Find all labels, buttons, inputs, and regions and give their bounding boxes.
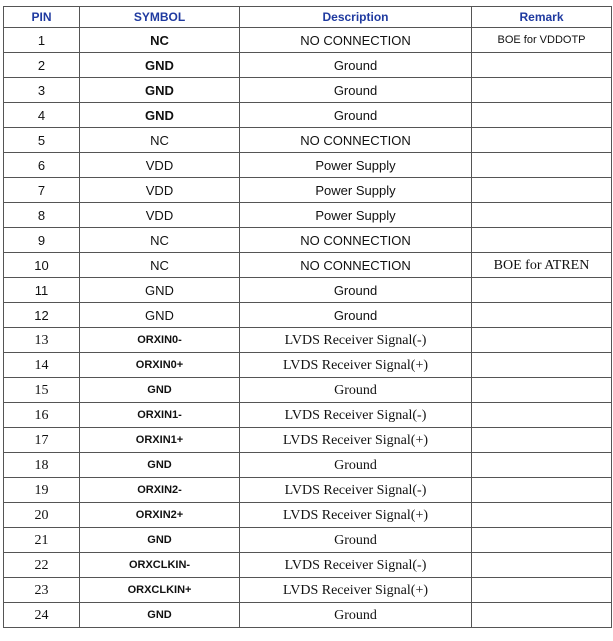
- remark-cell: [472, 428, 612, 453]
- description-cell: LVDS Receiver Signal(+): [240, 578, 472, 603]
- remark-cell: [472, 278, 612, 303]
- description-cell: Ground: [240, 53, 472, 78]
- description-cell: NO CONNECTION: [240, 128, 472, 153]
- symbol-cell: NC: [80, 28, 240, 53]
- table-row: [4, 278, 612, 303]
- remark-cell: [472, 178, 612, 203]
- symbol-cell: GND: [80, 53, 240, 78]
- table-row: [4, 103, 612, 128]
- remark-cell: [472, 228, 612, 253]
- description-cell: LVDS Receiver Signal(+): [240, 428, 472, 453]
- symbol-cell: GND: [80, 603, 240, 628]
- description-cell: NO CONNECTION: [240, 253, 472, 278]
- remark-cell: [472, 78, 612, 103]
- description-cell: Power Supply: [240, 153, 472, 178]
- remark-cell: [472, 503, 612, 528]
- remark-cell: [472, 128, 612, 153]
- pin-cell: 3: [4, 78, 80, 103]
- pin-cell: 19: [4, 478, 80, 503]
- pin-cell: 18: [4, 453, 80, 478]
- remark-cell: [472, 453, 612, 478]
- description-cell: Ground: [240, 528, 472, 553]
- symbol-cell: GND: [80, 303, 240, 328]
- table-row: [4, 403, 612, 428]
- table-row: [4, 578, 612, 603]
- symbol-cell: GND: [80, 528, 240, 553]
- pin-cell: 15: [4, 378, 80, 403]
- pin-cell: 10: [4, 253, 80, 278]
- remark-cell: [472, 153, 612, 178]
- pin-assignment-table: [3, 6, 612, 628]
- symbol-cell: ORXIN0-: [80, 328, 240, 353]
- description-cell: LVDS Receiver Signal(+): [240, 503, 472, 528]
- table-row: [4, 153, 612, 178]
- symbol-cell: GND: [80, 103, 240, 128]
- description-cell: Ground: [240, 278, 472, 303]
- description-cell: LVDS Receiver Signal(-): [240, 328, 472, 353]
- header-pin: PIN: [4, 7, 80, 28]
- description-cell: NO CONNECTION: [240, 28, 472, 53]
- symbol-cell: VDD: [80, 153, 240, 178]
- table-row: [4, 128, 612, 153]
- remark-cell: [472, 353, 612, 378]
- symbol-cell: GND: [80, 453, 240, 478]
- remark-cell: [472, 553, 612, 578]
- remark-cell: [472, 53, 612, 78]
- header-description: Description: [240, 7, 472, 28]
- remark-cell: BOE for ATREN: [472, 253, 612, 278]
- pin-cell: 8: [4, 203, 80, 228]
- header-symbol: SYMBOL: [80, 7, 240, 28]
- description-cell: LVDS Receiver Signal(-): [240, 478, 472, 503]
- symbol-cell: GND: [80, 78, 240, 103]
- description-cell: Ground: [240, 378, 472, 403]
- symbol-cell: VDD: [80, 203, 240, 228]
- pin-cell: 17: [4, 428, 80, 453]
- pin-cell: 11: [4, 278, 80, 303]
- symbol-cell: ORXCLKIN-: [80, 553, 240, 578]
- remark-cell: [472, 603, 612, 628]
- symbol-cell: ORXIN1+: [80, 428, 240, 453]
- symbol-cell: NC: [80, 128, 240, 153]
- symbol-cell: ORXCLKIN+: [80, 578, 240, 603]
- remark-cell: BOE for VDDOTP: [472, 28, 612, 53]
- table-row: [4, 53, 612, 78]
- description-cell: Ground: [240, 603, 472, 628]
- description-cell: LVDS Receiver Signal(-): [240, 553, 472, 578]
- table-row: [4, 353, 612, 378]
- pin-cell: 16: [4, 403, 80, 428]
- symbol-cell: ORXIN2-: [80, 478, 240, 503]
- symbol-cell: NC: [80, 253, 240, 278]
- remark-cell: [472, 528, 612, 553]
- remark-cell: [472, 578, 612, 603]
- pin-cell: 20: [4, 503, 80, 528]
- table-row: [4, 378, 612, 403]
- symbol-cell: NC: [80, 228, 240, 253]
- remark-cell: [472, 378, 612, 403]
- table-row: [4, 303, 612, 328]
- pin-cell: 14: [4, 353, 80, 378]
- remark-cell: [472, 403, 612, 428]
- symbol-cell: ORXIN0+: [80, 353, 240, 378]
- description-cell: Ground: [240, 78, 472, 103]
- pin-cell: 4: [4, 103, 80, 128]
- description-cell: LVDS Receiver Signal(+): [240, 353, 472, 378]
- header-remark: Remark: [472, 7, 612, 28]
- table-row: [4, 478, 612, 503]
- table-row: [4, 553, 612, 578]
- description-cell: NO CONNECTION: [240, 228, 472, 253]
- pin-cell: 7: [4, 178, 80, 203]
- description-cell: Ground: [240, 303, 472, 328]
- pin-cell: 23: [4, 578, 80, 603]
- table-row: [4, 203, 612, 228]
- symbol-cell: GND: [80, 378, 240, 403]
- remark-cell: [472, 203, 612, 228]
- header-row: [4, 7, 612, 28]
- remark-cell: [472, 478, 612, 503]
- table-row: [4, 603, 612, 628]
- table-row: [4, 328, 612, 353]
- pin-table-container: [3, 6, 612, 628]
- table-row: [4, 428, 612, 453]
- table-body: [4, 28, 612, 628]
- description-cell: Ground: [240, 103, 472, 128]
- symbol-cell: ORXIN2+: [80, 503, 240, 528]
- description-cell: Ground: [240, 453, 472, 478]
- table-row: [4, 253, 612, 278]
- symbol-cell: VDD: [80, 178, 240, 203]
- pin-cell: 21: [4, 528, 80, 553]
- pin-cell: 2: [4, 53, 80, 78]
- description-cell: Power Supply: [240, 203, 472, 228]
- description-cell: Power Supply: [240, 178, 472, 203]
- table-row: [4, 28, 612, 53]
- table-row: [4, 228, 612, 253]
- symbol-cell: ORXIN1-: [80, 403, 240, 428]
- table-header: [4, 7, 612, 28]
- table-row: [4, 453, 612, 478]
- symbol-cell: GND: [80, 278, 240, 303]
- remark-cell: [472, 328, 612, 353]
- table-row: [4, 178, 612, 203]
- pin-cell: 24: [4, 603, 80, 628]
- remark-cell: [472, 303, 612, 328]
- pin-cell: 9: [4, 228, 80, 253]
- pin-cell: 13: [4, 328, 80, 353]
- pin-cell: 6: [4, 153, 80, 178]
- remark-cell: [472, 103, 612, 128]
- table-row: [4, 503, 612, 528]
- table-row: [4, 528, 612, 553]
- description-cell: LVDS Receiver Signal(-): [240, 403, 472, 428]
- pin-cell: 22: [4, 553, 80, 578]
- table-row: [4, 78, 612, 103]
- pin-cell: 1: [4, 28, 80, 53]
- pin-cell: 5: [4, 128, 80, 153]
- pin-cell: 12: [4, 303, 80, 328]
